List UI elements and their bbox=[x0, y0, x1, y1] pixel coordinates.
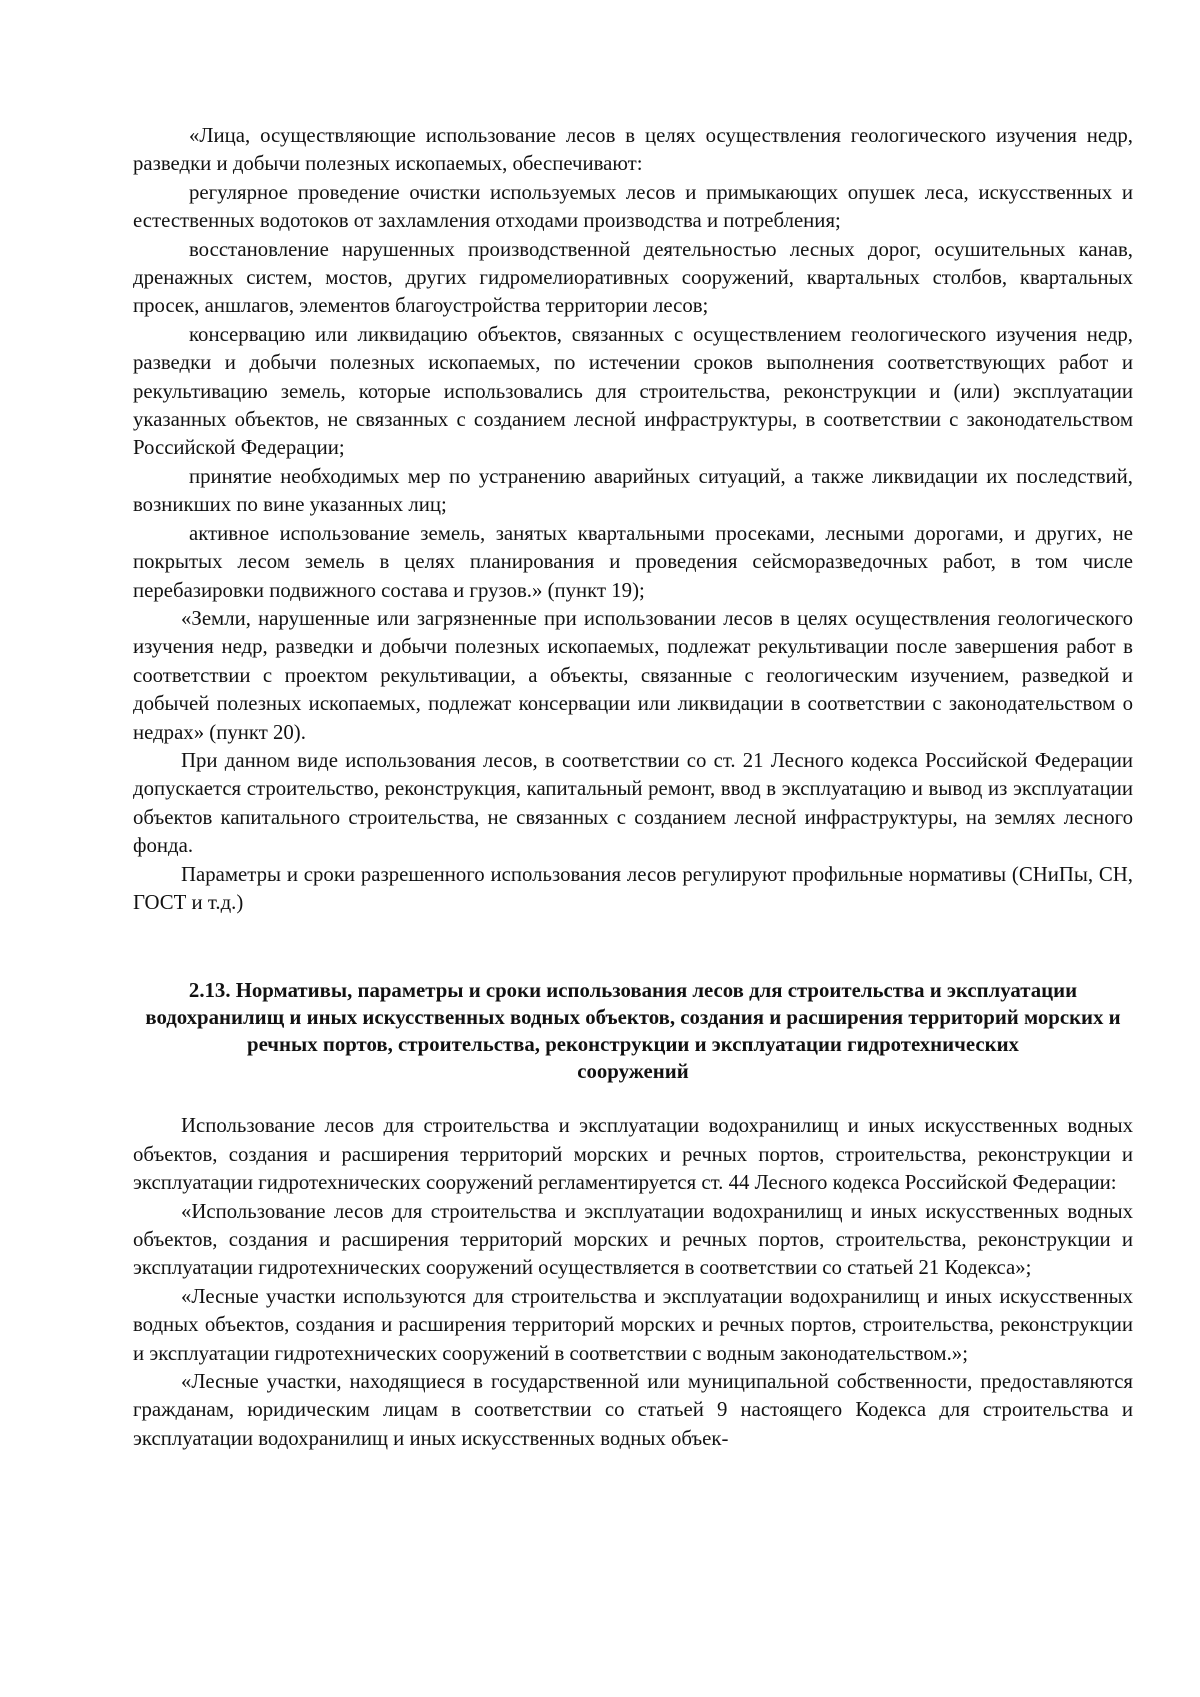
paragraph-quote-article9: «Лесные участки, находящиеся в государственной или муниципальной собственности, предоставляются гражданам, юридическим лицам в соответствии со статьей 9 настоящего Кодекса для строительства и эксплуатации водохранилищ и иных искусственных водных объек- bbox=[133, 1370, 1133, 1450]
section-heading-title: 2.13. Нормативы, параметры и сроки использования лесов для строительства и эксплуатации водохранилищ и иных искусственных водных объектов, создания и расширения территорий морских и речных портов, строительства, реконструкции и эксплуатации гидротехнических bbox=[145, 979, 1121, 1057]
section-heading-title-end: сооружений bbox=[577, 1060, 689, 1084]
spacer bbox=[133, 1085, 1133, 1112]
paragraph-regulation: Использование лесов для строительства и эксплуатации водохранилищ и иных искусственных водных объектов, создания и расширения территорий морских и речных портов, строительства, реконструкции и эксплуатации гидротехнических сооружений регламентируется ст. 44 Лесного кодекса Российской Федерации: bbox=[133, 1114, 1133, 1195]
paragraph-quote-article21: «Использование лесов для строительства и эксплуатации водохранилищ и иных искусственных водных объектов, создания и расширения территорий морских и речных портов, строительства, реконструкции и эксплуатации гидротехнических сооружений осуществляется в соответствии со статьей 21 Кодекса»; bbox=[133, 1199, 1133, 1280]
paragraph-land-use: активное использование земель, занятых квартальными просеками, лесными дорогами, и других, не покрытых лесом земель в целях планирования и проведения сейсморазведочных работ, в том числе перебазировки подвижного состава и грузов.» (пункт 19); bbox=[133, 521, 1133, 602]
paragraph-conservation: консервацию или ликвидацию объектов, связанных с осуществлением геологического изучения недр, разведки и добычи полезных ископаемых, по истечении сроков выполнения соответствующих работ и рекультивацию земель, которые использовались для строительства, реконструкции и (или) эксплуатации указанных объектов, не связанных с созданием лесной инфраструктуры, в соответствии с законодательством Российской Федерации; bbox=[133, 322, 1133, 460]
section-heading bbox=[133, 977, 1133, 1085]
paragraph-quote-intro: «Лица, осуществляющие использование лесов в целях осуществления геологического изучения недр, разведки и добычи полезных ископаемых, обеспечивают: bbox=[133, 124, 1133, 176]
document-page bbox=[133, 122, 1133, 1453]
paragraph-cleaning: регулярное проведение очистки используемых лесов и примыкающих опушек леса, искусственных и естественных водотоков от захламления отходами производства и потребления; bbox=[133, 180, 1133, 233]
paragraph-restoration: восстановление нарушенных производственной деятельностью лесных дорог, осушительных канав, дренажных систем, мостов, других гидромелиоративных сооружений, квартальных столбов, квартальных просек, аншлагов, элементов благоустройства территории лесов; bbox=[133, 237, 1133, 318]
paragraph-construction: При данном виде использования лесов, в соответствии со ст. 21 Лесного кодекса Российской Федерации допускается строительство, реконструкция, капитальный ремонт, ввод в эксплуатацию и вывод из эксплуатации объектов капитального строительства, не связанных с созданием лесной инфраструктуры, на землях лесного фонда. bbox=[133, 748, 1133, 858]
paragraph-recultivation: «Земли, нарушенные или загрязненные при использовании лесов в целях осуществления геологического изучения недр, разведки и добычи полезных ископаемых, подлежат рекультивации после завершения работ в соответствии с проектом рекультивации, а объекты, связанные с геологическим изучением, разведкой и добычей полезных ископаемых, подлежат консервации или ликвидации в соответствии с законодательством о недрах» (пункт 20). bbox=[133, 606, 1133, 744]
paragraph-parameters: Параметры и сроки разрешенного использования лесов регулируют профильные нормативы (СНиПы, СН, ГОСТ и т.д.) bbox=[133, 862, 1133, 914]
paragraph-emergency: принятие необходимых мер по устранению аварийных ситуаций, а также ликвидации их последствий, возникших по вине указанных лиц; bbox=[133, 464, 1133, 517]
paragraph-quote-water-law: «Лесные участки используются для строительства и эксплуатации водохранилищ и иных искусственных водных объектов, создания и расширения территорий морских и речных портов, строительства, реконструкции и эксплуатации гидротехнических сооружений в соответствии с водным законодательством.»; bbox=[133, 1284, 1133, 1365]
